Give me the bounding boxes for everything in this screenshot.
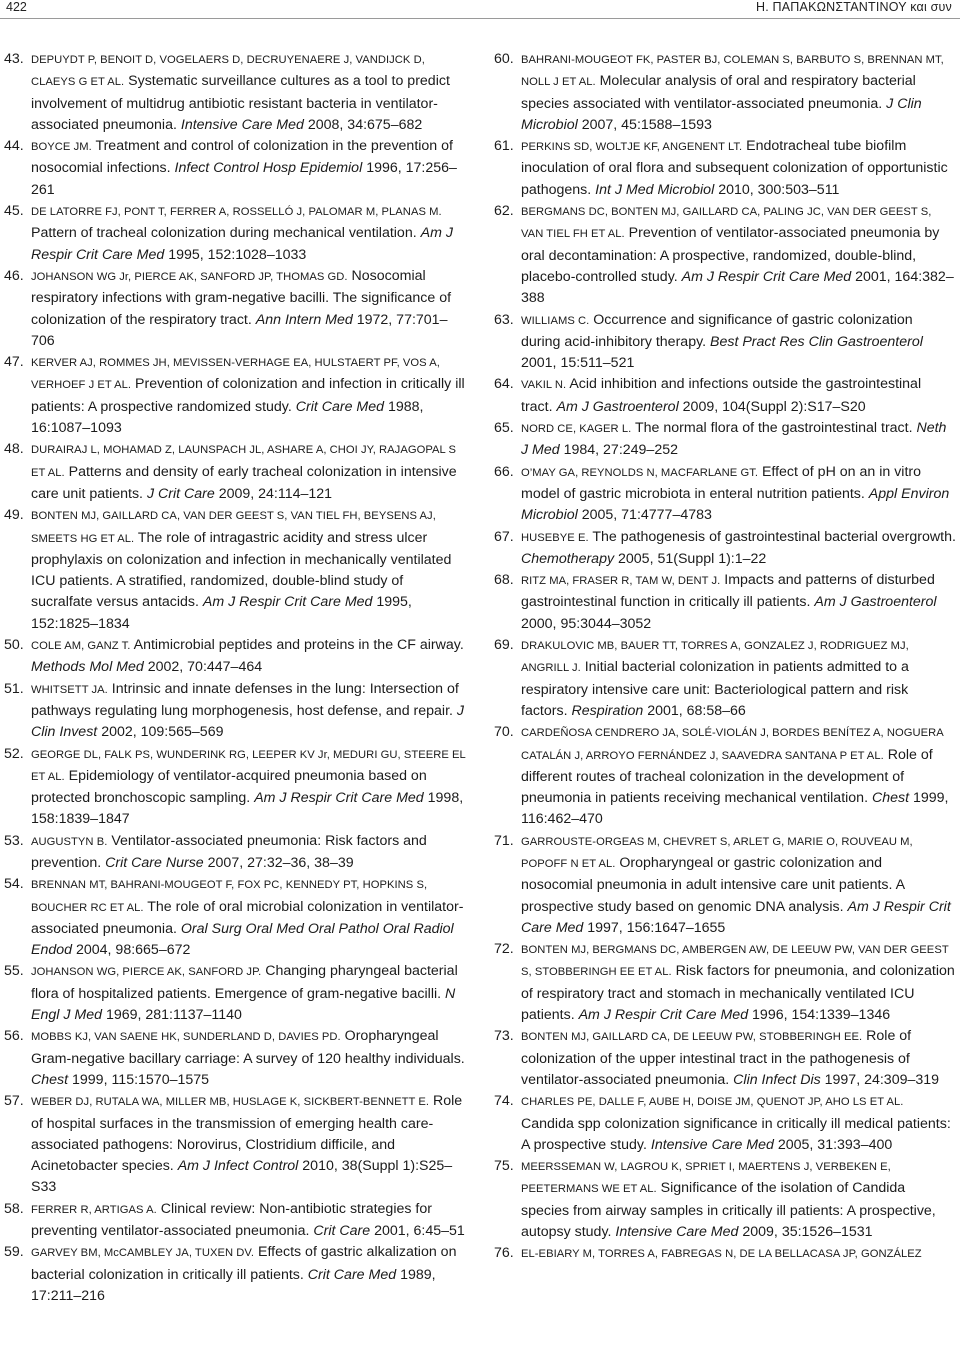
reference-title: The role of oral microbial colonization in ventilator-associated pneumonia.: [31, 898, 464, 937]
reference-number: 66.: [494, 463, 514, 480]
reference-item: [4, 635, 466, 679]
reference-authors: CARDEÑOSA CENDRERO JA, SOLÉ-VIOLÁN J, BORDES BENÍTEZ A, NOGUERA CATALÁN J, ARROYO FERNÁNDEZ J, SAAVEDRA SANTANA P ET AL.: [521, 727, 944, 762]
reference-text: [521, 1156, 956, 1243]
reference-title: Role of colonization of the upper intestinal tract in the pathogenesis of ventilator-associated pneumonia.: [521, 1028, 912, 1088]
reference-authors: NORD CE, KAGER L.: [521, 423, 632, 436]
reference-number: 68.: [494, 572, 514, 589]
reference-details: 1999, 115:1570–1575: [72, 1071, 210, 1088]
reference-authors: BOYCE JM.: [31, 141, 92, 154]
reference-text: [521, 1243, 956, 1265]
reference-number: 65.: [494, 420, 514, 437]
reference-item: [4, 874, 466, 961]
reference-journal: J Clin Invest: [31, 702, 465, 741]
reference-journal: Am J Respir Crit Care Med: [521, 898, 951, 936]
reference-number: 44.: [4, 138, 24, 155]
reference-journal: Appl Environ Microbiol: [521, 485, 950, 524]
reference-text: [31, 352, 466, 439]
reference-item: [494, 527, 956, 571]
reference-journal: Neth J Med: [521, 420, 947, 459]
reference-title: Clinical review: Non-antibiotic strategies for preventing ventilator-associated pneumonia.: [31, 1200, 432, 1240]
reference-item: [494, 374, 956, 418]
reference-authors: AUGUSTYN B.: [31, 835, 108, 848]
reference-number: 60.: [494, 51, 514, 67]
reference-text: [31, 635, 466, 679]
reference-details: 1984, 27:249–252: [563, 442, 678, 459]
reference-item: [494, 201, 956, 309]
reference-journal: Am J Respir Crit Care Med: [202, 594, 373, 611]
reference-title: Molecular analysis of oral and respiratory bacterial species associated with ventilator-associated pneumonia.: [521, 73, 916, 112]
reference-number: 63.: [494, 311, 514, 328]
reference-number: 50.: [4, 637, 24, 654]
reference-number: 59.: [4, 1244, 24, 1261]
reference-journal: Crit Care Med: [295, 398, 385, 415]
reference-details: 1995, 152:1825–1834: [31, 594, 412, 632]
reference-authors: JOHANSON WG, PIERCE AK, SANFORD JP.: [31, 966, 262, 979]
reference-number: 62.: [494, 203, 514, 220]
reference-title: Oropharyngeal or gastric colonization and nosocomial pneumonia in adult intensive care unit patients. A prospective study based on genomic DNA analysis.: [521, 854, 905, 915]
reference-item: [4, 961, 466, 1026]
reference-details: 2002, 70:447–464: [147, 659, 263, 676]
reference-details: 1998, 158:1839–1847: [31, 790, 464, 828]
reference-authors: MOBBS KJ, VAN SAENE HK, SUNDERLAND D, DAVIES PD.: [31, 1031, 341, 1044]
reference-authors: BONTEN MJ, GAILLARD CA, DE LEEUW PW, STOBBERINGH EE.: [521, 1031, 863, 1044]
reference-text: [521, 136, 956, 201]
reference-authors: O’MAY GA, REYNOLDS N, MACFARLANE GT.: [521, 466, 758, 479]
reference-text: [521, 939, 956, 1026]
reference-text: [31, 266, 466, 352]
reference-item: [4, 352, 466, 439]
reference-journal: Am J Respir Crit Care Med: [681, 268, 852, 285]
reference-text: [521, 1091, 956, 1156]
reference-title: Acid inhibition and infections outside the gastrointestinal tract.: [521, 376, 922, 415]
reference-details: 1996, 154:1339–1346: [752, 1007, 891, 1024]
reference-details: 1972, 77:701–706: [31, 311, 448, 349]
reference-journal: Crit Care: [313, 1223, 371, 1240]
reference-authors: WEBER DJ, RUTALA WA, MILLER MB, HUSLAGE K, SICKBERT-BENNETT E.: [31, 1096, 430, 1109]
reference-journal: Clin Infect Dis: [733, 1071, 821, 1088]
reference-number: 64.: [494, 376, 514, 393]
reference-details: 2004, 98:665–672: [75, 942, 191, 959]
reference-number: 56.: [4, 1028, 24, 1045]
reference-details: 1989, 17:211–216: [31, 1266, 436, 1304]
reference-title: Effect of pH on an in vitro model of gastric microbiota in enteral nutrition patients.: [521, 463, 921, 502]
reference-title: Oropharyngeal Gram-negative bacillary carriage: A survey of 120 healthy individuals.: [31, 1028, 465, 1067]
reference-journal: Int J Med Microbiol: [595, 181, 715, 198]
reference-number: 71.: [494, 832, 514, 849]
reference-journal: Am J Infect Control: [177, 1158, 299, 1175]
reference-item: [494, 722, 956, 830]
reference-text: [31, 874, 466, 961]
reference-title: Role of different routes of tracheal colonization in the development of pneumonia in patients receiving mechanical ventilation.: [521, 746, 933, 807]
reference-item: [4, 1091, 466, 1198]
reference-title: Ventilator-associated pneumonia: Risk factors and prevention.: [31, 832, 427, 871]
reference-journal: Crit Care Nurse: [105, 854, 204, 871]
reference-text: [31, 679, 466, 744]
reference-details: 2009, 104(Suppl 2):S17–S20: [682, 398, 866, 415]
reference-text: [31, 201, 466, 266]
reference-details: 2001, 164:382–388: [521, 268, 954, 307]
reference-title: Epidemiology of ventilator-acquired pneumonia based on protected bronchoscopic sampling.: [31, 767, 427, 807]
reference-authors: JOHANSON WG Jr, PIERCE AK, SANFORD JP, THOMAS GD.: [31, 270, 348, 283]
reference-details: 2001, 15:511–521: [521, 355, 635, 372]
reference-title: The role of intragastric acidity and stress ulcer prophylaxis on colonization and infection in mechanically ventilated ICU patients. A stratified, randomized, double-blind study of sucralfate versus antacids.: [31, 529, 452, 611]
reference-title: Nosocomial respiratory infections with gram-negative bacilli. The significance of colonization of the respiratory tract.: [31, 267, 452, 328]
reference-number: 52.: [4, 745, 24, 762]
reference-item: [494, 1026, 956, 1091]
reference-text: [31, 1242, 466, 1307]
reference-details: 2009, 24:114–121: [218, 485, 333, 502]
reference-title: Significance of the isolation of Candida species from airway samples in critically ill patients: A prospective, autopsy study.: [521, 1180, 936, 1241]
reference-number: 61.: [494, 138, 514, 155]
reference-text: [521, 374, 956, 418]
reference-number: 70.: [494, 724, 514, 741]
reference-authors: WILLIAMS C.: [521, 314, 590, 327]
reference-item: [4, 505, 466, 635]
reference-title: Intrinsic and innate defenses in the lung: Intersection of pathways regulating lung morphogenesis, host defense, and repair.: [31, 680, 459, 719]
reference-number: 67.: [494, 528, 514, 545]
reference-text: [521, 462, 956, 527]
reference-authors: HUSEBYE E.: [521, 531, 589, 544]
reference-title: Changing pharyngeal bacterial flora of hospitalized patients. Emergence of gram-negative bacilli.: [31, 963, 458, 1002]
reference-authors: FERRER R, ARTIGAS A.: [31, 1203, 157, 1216]
reference-item: [4, 49, 466, 136]
reference-details: 2010, 300:503–511: [718, 181, 840, 198]
reference-journal: Respiration: [571, 702, 644, 719]
reference-details: 1995, 152:1028–1033: [168, 246, 307, 263]
running-title: Η. ΠΑΠΑΚΩΝΣΤΑΝΤΙΝΟΥ και συν: [755, 0, 952, 14]
reference-authors: KERVER AJ, ROMMES JH, MEVISSEN-VERHAGE EA, HULSTAERT PF, VOS A, VERHOEF J ET AL.: [31, 357, 440, 392]
reference-text: [521, 570, 956, 635]
reference-details: 2005, 31:393–400: [777, 1136, 893, 1153]
reference-item: [494, 49, 956, 136]
reference-details: 2005, 51(Suppl 1):1–22: [618, 550, 767, 567]
reference-text: [521, 418, 956, 462]
reference-journal: J Crit Care: [146, 485, 215, 502]
reference-title: Candida spp colonization significance in critically ill medical patients: A prospective study.: [521, 1115, 951, 1153]
reference-details: 2010, 38(Suppl 1):S25–S33: [31, 1158, 453, 1196]
reference-number: 58.: [4, 1200, 24, 1217]
reference-journal: Methods Mol Med: [31, 659, 144, 676]
reference-text: [521, 201, 956, 309]
reference-number: 74.: [494, 1093, 514, 1110]
reference-journal: Crit Care Med: [307, 1266, 397, 1283]
reference-item: [494, 1156, 956, 1243]
reference-title: Antimicrobial peptides and proteins in the CF airway.: [133, 637, 464, 654]
reference-number: 49.: [4, 507, 24, 524]
reference-authors: EL-EBIARY M, TORRES A, FABREGAS N, DE LA BELLACASA JP, GONZÁLEZ: [521, 1248, 922, 1261]
reference-authors: GARVEY BM, McCAMBLEY JA, TUXEN DV.: [31, 1247, 255, 1260]
reference-authors: PERKINS SD, WOLTJE KF, ANGENENT LT.: [521, 141, 743, 154]
reference-journal: Infect Control Hosp Epidemiol: [174, 160, 363, 177]
reference-number: 47.: [4, 354, 24, 371]
reference-number: 45.: [4, 203, 24, 220]
reference-text: [31, 744, 466, 831]
reference-item: [494, 831, 956, 939]
reference-number: 72.: [494, 941, 514, 958]
reference-item: [4, 1026, 466, 1091]
reference-number: 76.: [494, 1245, 514, 1262]
reference-text: [31, 505, 466, 635]
reference-item: [4, 1242, 466, 1307]
reference-title: Endotracheal tube biofilm inoculation of oral flora and subsequent colonization of opportunistic pathogens.: [521, 138, 948, 198]
reference-item: [4, 136, 466, 201]
reference-details: 2007, 45:1588–1593: [581, 116, 712, 133]
reference-journal: Intensive Care Med: [615, 1224, 739, 1241]
reference-authors: VAKIL N.: [521, 379, 567, 392]
reference-text: [31, 1199, 466, 1243]
reference-title: The pathogenesis of gastrointestinal bacterial overgrowth.: [592, 528, 956, 545]
reference-item: [4, 1199, 466, 1243]
reference-text: [521, 722, 956, 830]
reference-authors: GARROUSTE-ORGEAS M, CHEVRET S, ARLET G, MARIE O, ROUVEAU M, POPOFF N ET AL.: [521, 835, 913, 870]
reference-item: [494, 418, 956, 462]
reference-details: 1999, 116:462–470: [521, 790, 949, 828]
reference-journal: Chest: [871, 790, 910, 807]
reference-title: Treatment and control of colonization in the prevention of nosocomial infections.: [31, 138, 453, 177]
reference-details: 2001, 68:58–66: [647, 702, 746, 719]
reference-title: Systematic surveillance cultures as a tool to predict involvement of multidrug antibiotic resistant bacteria in ventilator-associated pneumonia.: [31, 73, 450, 133]
reference-text: [31, 1026, 466, 1091]
reference-authors: BRENNAN MT, BAHRANI-MOUGEOT F, FOX PC, KENNEDY PT, HOPKINS S, BOUCHER RC ET AL.: [31, 879, 428, 914]
reference-journal: Intensive Care Med: [650, 1136, 774, 1153]
reference-title: Prevention of colonization and infection in critically ill patients: A prospective randomized study.: [31, 376, 465, 415]
reference-authors: DE LATORRE FJ, PONT T, FERRER A, ROSSELLÓ J, PALOMAR M, PLANAS M.: [31, 206, 442, 219]
reference-item: [494, 136, 956, 201]
reference-number: 51.: [4, 680, 24, 697]
reference-text: [31, 439, 466, 505]
reference-text: [31, 49, 466, 136]
reference-item: [4, 266, 466, 352]
reference-details: 1969, 281:1137–1140: [105, 1007, 242, 1024]
reference-item: [494, 462, 956, 527]
reference-item: [4, 201, 466, 266]
reference-title: Effects of gastric alkalization on bacterial colonization in critically ill patients.: [31, 1244, 457, 1283]
reference-text: [521, 49, 956, 136]
reference-item: [4, 744, 466, 831]
reference-title: The normal flora of the gastrointestinal tract.: [634, 420, 913, 437]
reference-details: 2009, 35:1526–1531: [742, 1224, 873, 1241]
reference-details: 2000, 95:3044–3052: [521, 615, 652, 632]
reference-title: Pattern of tracheal colonization during mechanical ventilation.: [31, 225, 417, 242]
reference-journal: J Clin Microbiol: [521, 95, 922, 133]
reference-authors: DURAIRAJ L, MOHAMAD Z, LAUNSPACH JL, ASHARE A, CHOI JY, RAJAGOPAL S ET AL.: [31, 444, 457, 479]
reference-journal: Am J Gastroenterol: [556, 398, 679, 415]
reference-item: [494, 635, 956, 722]
reference-authors: BONTEN MJ, BERGMANS DC, AMBERGEN AW, DE LEEUW PW, VAN DER GEEST S, STOBBERINGH EE ET AL.: [521, 944, 949, 979]
reference-title: Occurrence and significance of gastric colonization during acid-inhibitory therapy.: [521, 311, 913, 350]
reference-journal: Chest: [31, 1071, 69, 1088]
reference-journal: Intensive Care Med: [180, 116, 304, 133]
reference-item: [494, 1243, 956, 1265]
reference-authors: BERGMANS DC, BONTEN MJ, GAILLARD CA, PALING JC, VAN DER GEEST S, VAN TIEL FH ET AL.: [521, 206, 932, 241]
reference-details: 2002, 109:565–569: [101, 724, 224, 741]
reference-journal: Ann Intern Med: [255, 311, 353, 328]
reference-details: 2001, 6:45–51: [374, 1223, 465, 1240]
page-number: 422: [6, 0, 27, 14]
reference-details: 1988, 16:1087–1093: [31, 398, 424, 437]
reference-text: [521, 527, 956, 571]
reference-authors: BAHRANI-MOUGEOT FK, PASTER BJ, COLEMAN S, BARBUTO S, BRENNAN MT, NOLL J ET AL.: [521, 54, 944, 89]
reference-number: 48.: [4, 441, 24, 458]
reference-journal: N Engl J Med: [31, 985, 456, 1024]
reference-authors: MEERSSEMAN W, LAGROU K, SPRIET I, MAERTENS J, VERBEKEN E, PEETERMANS WE ET AL.: [521, 1161, 891, 1196]
reference-authors: CHARLES PE, DALLE F, AUBE H, DOISE JM, QUENOT JP, AHO LS ET AL.: [521, 1096, 904, 1109]
reference-item: [494, 1091, 956, 1156]
reference-text: [31, 136, 466, 201]
reference-text: [521, 635, 956, 722]
reference-item: [4, 679, 466, 744]
reference-authors: WHITSETT JA.: [31, 683, 108, 696]
reference-details: 1997, 24:309–319: [824, 1071, 940, 1088]
reference-text: [521, 1026, 956, 1091]
reference-details: 2008, 34:675–682: [307, 116, 423, 133]
reference-text: [31, 831, 466, 875]
reference-title: Impacts and patterns of disturbed gastrointestinal function in critically ill patients.: [521, 572, 935, 611]
reference-authors: RITZ MA, FRASER R, TAM W, DENT J.: [521, 575, 721, 588]
reference-item: [494, 570, 956, 635]
reference-column-right: [494, 49, 956, 1266]
reference-journal: Am J Respir Crit Care Med: [31, 225, 453, 263]
reference-authors: COLE AM, GANZ T.: [31, 640, 131, 653]
reference-authors: BONTEN MJ, GAILLARD CA, VAN DER GEEST S, VAN TIEL FH, BEYSENS AJ, SMEETS HG ET AL.: [31, 510, 436, 545]
reference-journal: Am J Gastroenterol: [814, 594, 937, 611]
reference-column-left: [4, 49, 466, 1307]
reference-number: 69.: [494, 637, 514, 654]
reference-number: 75.: [494, 1158, 514, 1175]
reference-text: [31, 961, 466, 1026]
reference-text: [31, 1091, 466, 1198]
reference-text: [521, 831, 956, 939]
reference-authors: DEPUYDT P, BENOIT D, VOGELAERS D, DECRUYENAERE J, VANDIJCK D, CLAEYS G ET AL.: [31, 54, 425, 89]
page-header: [0, 0, 960, 22]
reference-journal: Am J Respir Crit Care Med: [578, 1007, 749, 1024]
reference-number: 53.: [4, 832, 24, 849]
reference-details: 2005, 71:4777–4783: [581, 507, 712, 524]
reference-number: 55.: [4, 963, 24, 980]
reference-title: Initial bacterial colonization in patients admitted to a respiratory intensive care unit: Bacteriological pattern and risk factors.: [521, 659, 909, 719]
reference-item: [494, 310, 956, 375]
reference-number: 43.: [4, 51, 24, 67]
reference-authors: GEORGE DL, FALK PS, WUNDERINK RG, LEEPER KV Jr, MEDURI GU, STEERE EL ET AL.: [31, 748, 466, 783]
reference-number: 57.: [4, 1093, 24, 1110]
reference-title: Prevention of ventilator-associated pneumonia by oral decontamination: A prospective, randomized, double-blind, placebo-controlled study.: [521, 225, 940, 285]
reference-title: Role of hospital surfaces in the transmission of emerging health care-associated pathogens: Norovirus, Clostridium difficile, and Acinetobacter species.: [31, 1093, 463, 1175]
reference-number: 54.: [4, 876, 24, 893]
reference-journal: Best Pract Res Clin Gastroenterol: [710, 333, 923, 350]
reference-details: 1997, 156:1647–1655: [587, 919, 726, 936]
reference-journal: Oral Surg Oral Med Oral Pathol Oral Radiol Endod: [31, 920, 454, 959]
reference-item: [494, 939, 956, 1026]
reference-details: 1996, 17:256–261: [31, 160, 457, 198]
reference-item: [4, 439, 466, 505]
reference-journal: Chemotherapy: [521, 550, 615, 567]
reference-title: Patterns and density of early tracheal colonization in intensive care unit patients.: [31, 463, 457, 502]
reference-details: 2007, 27:32–36, 38–39: [207, 854, 354, 871]
reference-number: 46.: [4, 267, 24, 284]
reference-title: Risk factors for pneumonia, and colonization of respiratory tract and stomach in mechanically ventilated ICU patients.: [521, 963, 955, 1024]
reference-authors: DRAKULOVIC MB, BAUER TT, TORRES A, GONZALEZ J, RODRIGUEZ MJ, ANGRILL J.: [521, 640, 909, 675]
reference-text: [521, 310, 956, 375]
reference-journal: Am J Respir Crit Care Med: [254, 790, 424, 807]
reference-item: [4, 831, 466, 875]
reference-number: 73.: [494, 1028, 514, 1045]
header-rule: [0, 18, 960, 19]
